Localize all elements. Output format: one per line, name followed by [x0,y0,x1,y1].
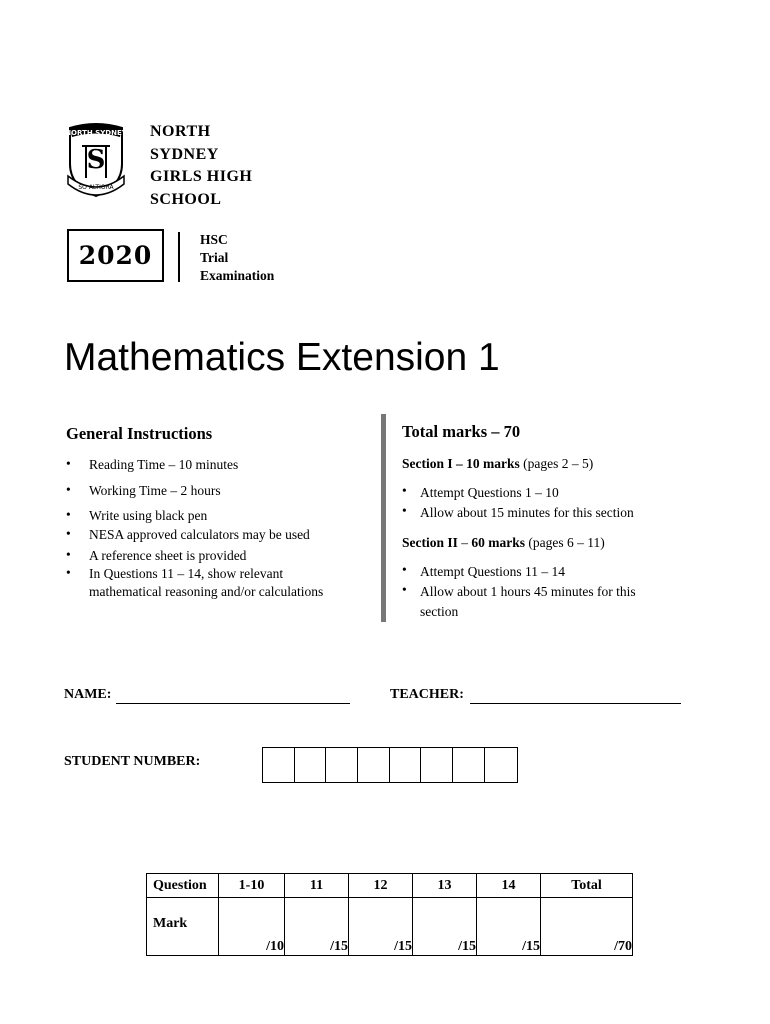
teacher-label: TEACHER: [390,687,464,702]
student-number-label: STUDENT NUMBER: [64,754,201,769]
student-number-digit-box[interactable] [358,748,390,782]
school-name-line: NORTH [150,123,211,140]
mark-cell[interactable]: /10 [219,898,285,956]
general-instructions-heading: General Instructions [66,424,213,443]
student-number-boxes [262,747,518,783]
exam-type-line: Trial [200,250,229,265]
page-title: Mathematics Extension 1 [64,336,500,379]
student-number-digit-box[interactable] [421,748,453,782]
exam-type-line: HSC [200,232,228,247]
school-name-line: GIRLS HIGH [150,168,253,185]
student-number-digit-box[interactable] [263,748,295,782]
svg-text:S: S [86,145,106,175]
mark-cell[interactable]: /15 [477,898,541,956]
mark-header-cell: Mark [147,898,219,956]
mark-cell[interactable]: /15 [285,898,349,956]
svg-text:SO ALTIORA: SO ALTIORA [78,184,114,191]
exam-type [200,231,274,285]
question-cell: 13 [413,874,477,898]
svg-text:NORTH SYDNEY: NORTH SYDNEY [65,129,127,137]
question-cell: 14 [477,874,541,898]
student-number-digit-box[interactable] [295,748,327,782]
name-field[interactable] [116,703,350,704]
question-cell: 12 [349,874,413,898]
mark-row [147,898,633,956]
student-number-digit-box[interactable] [453,748,485,782]
column-divider [381,414,386,622]
school-name [150,121,252,211]
question-row [147,874,633,898]
total-marks-heading: Total marks – 70 [402,422,521,441]
section-1-heading: Section I – 10 marks (pages 2 – 5) [402,456,594,471]
student-number-digit-box[interactable] [326,748,358,782]
exam-year: 2020 [67,229,164,282]
school-crest-icon [64,120,128,200]
mark-cell[interactable]: /15 [349,898,413,956]
section-2-heading: Section II – 60 marks (pages 6 – 11) [402,535,605,550]
question-cell: 11 [285,874,349,898]
mark-cell[interactable]: /15 [413,898,477,956]
teacher-field[interactable] [470,703,681,704]
question-header-cell: Question [147,874,219,898]
marks-table [146,873,633,956]
school-name-line: SYDNEY [150,145,219,163]
question-cell: Total [541,874,633,898]
school-name-line: SCHOOL [150,190,222,208]
year-divider [178,232,180,282]
name-label: NAME: [64,687,112,702]
exam-type-line: Examination [200,268,275,283]
mark-cell[interactable]: /70 [541,898,633,956]
question-cell: 1-10 [219,874,285,898]
student-number-digit-box[interactable] [485,748,517,782]
student-number-digit-box[interactable] [390,748,422,782]
